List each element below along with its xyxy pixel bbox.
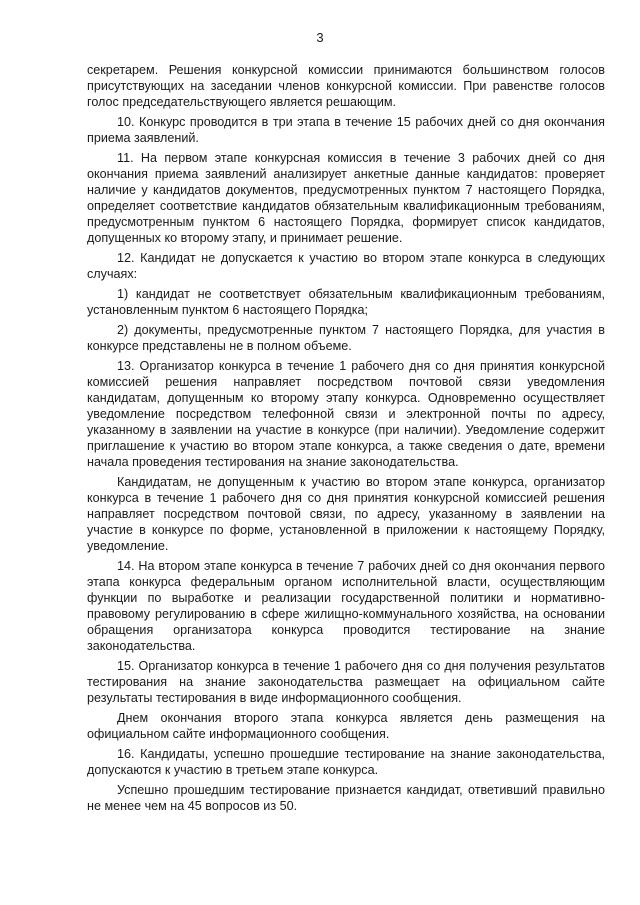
paragraph-16-continued: Успешно прошедшим тестирование признается кандидат, ответивший правильно не менее чем на 45 вопросов из 50. [87,783,605,813]
paragraph-13: 13. Организатор конкурса в течение 1 рабочего дня со дня принятия конкурсной комиссией решения направляет посредством почтовой связи уведомления кандидатам, допущенным ко второму этапу конкурса. Одновременно осуществляет уведомление посредством телефонной связи и электронной почты по адресу, указанному в заявлении на участие в конкурсе (при наличии). Уведомление содержит приглашение к участию во втором этапе конкурса, а также сведения о дате, времени начала проведения тестирования на знание законодательства. [87,359,605,469]
paragraph-continuation: секретарем. Решения конкурсной комиссии принимаются большинством голосов присутствующих на заседании членов конкурсной комиссии. При равенстве голосов голос председательствующего является решающим. [87,63,605,109]
page-number: 3 [316,30,324,45]
paragraph-16: 16. Кандидаты, успешно прошедшие тестирование на знание законодательства, допускаются к участию в третьем этапе конкурса. [87,747,605,777]
paragraph-13-continued: Кандидатам, не допущенным к участию во втором этапе конкурса, организатор конкурса в течение 1 рабочего дня со дня принятия конкурсной комиссией решения направляет посредством почтовой связи, по адресу, указанному в заявлении на участие в конкурсе по форме, установленной в приложении к настоящему Порядку, уведомление. [87,475,605,553]
paragraph-12-item-1: 1) кандидат не соответствует обязательным квалификационным требованиям, установленным пунктом 6 настоящего Порядка; [87,287,605,317]
paragraph-14: 14. На втором этапе конкурса в течение 7 рабочих дней со дня окончания первого этапа конкурса федеральным органом исполнительной власти, осуществляющим функции по выработке и реализации государственной политики и нормативно-правовому регулированию в сфере жилищно-коммунального хозяйства, на основании обращения организатора конкурса проводится тестирование на знание законодательства. [87,559,605,653]
paragraph-15-continued: Днем окончания второго этапа конкурса является день размещения на официальном сайте информационного сообщения. [87,711,605,741]
paragraph-12-item-2: 2) документы, предусмотренные пунктом 7 настоящего Порядка, для участия в конкурсе представлены не в полном объеме. [87,323,605,353]
paragraph-12: 12. Кандидат не допускается к участию во втором этапе конкурса в следующих случаях: [87,251,605,281]
paragraph-10: 10. Конкурс проводится в три этапа в течение 15 рабочих дней со дня окончания приема заявлений. [87,115,605,145]
paragraph-15: 15. Организатор конкурса в течение 1 рабочего дня со дня получения результатов тестирования на знание законодательства размещает на официальном сайте результаты тестирования в виде информационного сообщения. [87,659,605,705]
paragraph-11: 11. На первом этапе конкурсная комиссия в течение 3 рабочих дней со дня окончания приема заявлений анализирует анкетные данные кандидатов: проверяет наличие у кандидатов документов, предусмотренных пунктом 7 настоящего Порядка, определяет соответствие кандидатов обязательным квалификационным требованиям, предусмотренным пунктом 6 настоящего Порядка, формирует список кандидатов, допущенных ко второму этапу, и принимает решение. [87,151,605,245]
document-body [87,62,605,818]
